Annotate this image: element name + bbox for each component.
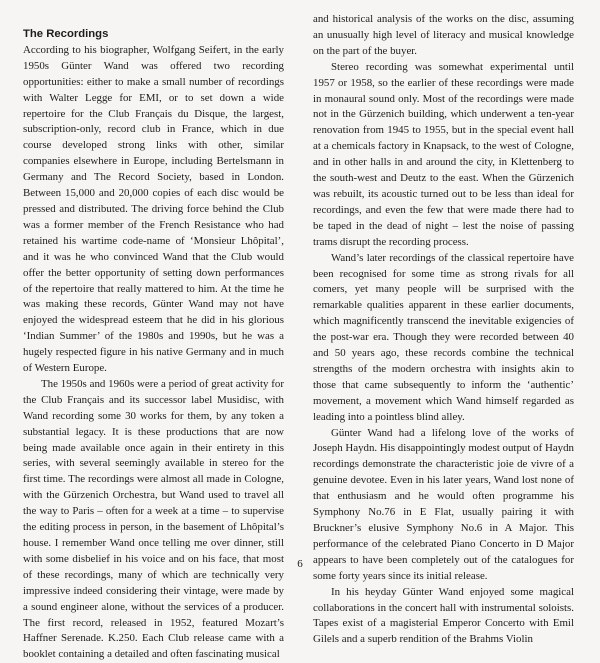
paragraph: Günter Wand had a lifelong love of the works of Joseph Haydn. His disappointingly modest output of Haydn recordings demonstrate the characteristic joie de vivre of a genuine devotee. Even in his later years, Wand lost none of that enthusiasm and he would often programme his Symphony No.76 in E Flat, usually pairing it with Bruckner’s elusive Symphony No.6 in A Major. This performance of the celebrated Piano Concerto in D Major appears to have been completely out of the catalogues for some forty years since its initial release. — [313, 426, 574, 582]
paragraph: According to his biographer, Wolfgang Seifert, in the early 1950s Günter Wand was offered two recording opportunities: either to make a small number of recordings with Walter Legge for EMI, or to set down a wide repertoire for the Club Français du Disque, the largest, subscription-only, record club in France, which in due course developed strong links with other, similar companies elsewhere in Europe, including Bertelsmann in Germany and The Record Society, based in London. Between 15,000 and 20,000 copies of each disc would be pressed and distributed. The driving force behind the Club was a former member of the French Resistance who had retained his wartime code-name of ‘Monsieur Lhôpital’, and it was he who convinced Wand that the Club would offer the better opportunity of setting down performances of the repertoire that really mattered to him. At the time he was making these records, Günter Wand may not have enjoyed the widespread esteem that he did in his glorious ‘Indian Summer’ of the 1980s and 1990s, but he was a hugely respected figure in his native Germany and in much of Western Europe. — [23, 43, 284, 375]
paragraph: and historical analysis of the works on the disc, assuming an unusually high level of literacy and musical knowledge on the part of the buyer. — [313, 13, 574, 57]
paragraph: Wand’s later recordings of the classical repertoire have been recognised for some time as strong rivals for all comers, yet many people will be surprised with the remarkable qualities apparent in these earlier documents, which magnificently transcend the inevitable exigencies of the post-war era. Though they were recorded between 40 and 50 years ago, these records combine the technical strengths of the modern orchestra with insights akin to those that came subsequently to inform the ‘authentic’ movement, a movement which Wand himself regarded as leading into a pointless blind alley. — [313, 251, 574, 423]
paragraph: Stereo recording was somewhat experimental until 1957 or 1958, so the earlier of these recordings were made in monaural sound only. Most of the recordings were made not in the Gürzenich building, which underwent a ten-year renovation from 1945 to 1955, but in the special event hall at a chemicals factory in Knapsack, to the west of Cologne, and in other halls in and around the city, in Klettenberg to the south-west and Deutz to the east. When the Gürzenich was rebuilt, its acoustic turned out to be less than ideal for recordings, and even the few that were made there had to be taped in the dead of night – lest the noise of passing trams disrupt the recording process. — [313, 60, 574, 248]
paragraph: In his heyday Günter Wand enjoyed some magical collaborations in the concert hall with instrumental soloists. Tapes exist of a magisterial Emperor Concerto with Emil Gilels and a superb rendition of the Brahms Violin — [313, 585, 574, 646]
right-column — [313, 12, 574, 648]
paragraph: The 1950s and 1960s were a period of great activity for the Club Français and its successor label Musidisc, with Wand recording some 30 works for them, by any token a substantial legacy. It is these productions that are now being made available once again in their entirety in this series, with several seemingly available in stereo for the first time. The recordings were almost all made in Cologne, with the Gürzenich Orchestra, but Wand used to travel all the way to Paris – often for a week at a time – to supervise the editing process in person, in the basement of Lhôpital’s house. I remember Wand once telling me over dinner, still with some disbelief in his voice and on his face, that most of these recordings, many of which are technically very impressive indeed considering their vintage, were made by a sound engineer alone, without the services of a producer. The first record, released in 1952, featured Mozart’s Haffner Serenade. K.250. Each Club release came with a booklet containing a detailed and often fascinating musical — [23, 377, 284, 661]
page-number: 6 — [297, 558, 303, 570]
section-heading: The Recordings — [23, 28, 109, 40]
